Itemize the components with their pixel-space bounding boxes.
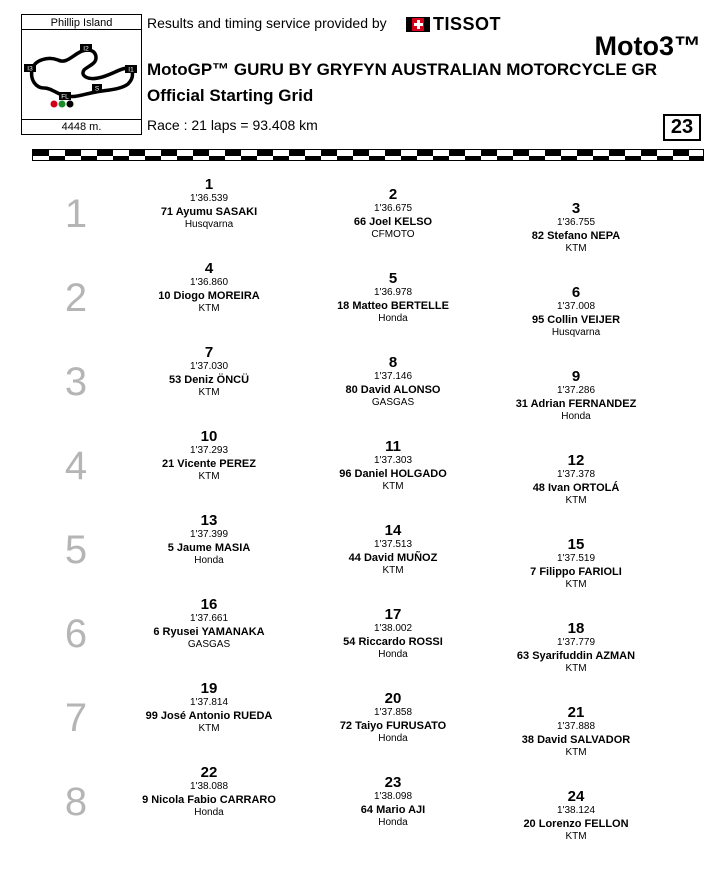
grid-slot	[308, 522, 478, 577]
grid-slot	[124, 176, 294, 231]
rider-name: 96 Daniel HOLGADO	[339, 468, 447, 480]
team-name: KTM	[198, 471, 220, 482]
lap-time: 1'36.860	[189, 277, 229, 288]
grid-position: 13	[200, 512, 218, 529]
lap-time: 1'37.293	[189, 445, 229, 456]
rider-name: 6 Ryusei YAMANAKA	[153, 626, 265, 638]
team-name: KTM	[565, 243, 587, 254]
rider-name: 63 Syarifuddin AZMAN	[516, 650, 636, 662]
lap-time: 1'37.030	[189, 361, 229, 372]
lap-time: 1'37.378	[556, 469, 596, 480]
grid-slot	[124, 260, 294, 315]
team-name: KTM	[565, 831, 587, 842]
grid-slot	[491, 368, 661, 423]
page-number: 23	[663, 114, 701, 141]
grid-position: 4	[204, 260, 214, 277]
team-name: KTM	[198, 723, 220, 734]
rider-name: 80 David ALONSO	[345, 384, 441, 396]
grid-slot	[491, 200, 661, 255]
grid-position: 21	[567, 704, 585, 721]
team-name: Husqvarna	[551, 327, 601, 338]
grid-position: 8	[388, 354, 398, 371]
lap-time: 1'37.399	[189, 529, 229, 540]
rider-name: 72 Taiyo FURUSATO	[339, 720, 447, 732]
team-name: KTM	[565, 663, 587, 674]
team-name: KTM	[382, 565, 404, 576]
grid-position: 17	[384, 606, 402, 623]
rider-name: 7 Filippo FARIOLI	[530, 566, 622, 578]
provider-text: Results and timing service provided by	[147, 15, 387, 31]
document-title: Official Starting Grid	[147, 86, 314, 105]
grid-slot	[308, 690, 478, 745]
rider-name: 5 Jaume MASIA	[167, 542, 251, 554]
grid-position: 12	[567, 452, 585, 469]
team-name: Honda	[194, 807, 224, 818]
grid-position: 5	[388, 270, 398, 287]
team-name: CFMOTO	[371, 229, 415, 240]
lap-time: 1'37.286	[556, 385, 596, 396]
lap-time: 1'37.146	[373, 371, 413, 382]
lap-time: 1'37.303	[373, 455, 413, 466]
rider-name: 53 Deniz ÖNCÜ	[168, 374, 250, 386]
grid-position: 14	[384, 522, 402, 539]
grid-row-number: 6	[64, 612, 88, 656]
grid-slot	[308, 438, 478, 493]
lap-time: 1'37.814	[189, 697, 229, 708]
swiss-cross-icon	[406, 17, 430, 32]
grid-position: 19	[200, 680, 218, 697]
grid-slot	[124, 680, 294, 735]
grid-position: 10	[200, 428, 218, 445]
grid-slot	[308, 270, 478, 325]
grid-slot	[491, 620, 661, 675]
checkered-divider	[32, 149, 704, 161]
category-title: Moto3™	[594, 31, 701, 61]
team-name: KTM	[565, 495, 587, 506]
team-name: Honda	[378, 649, 408, 660]
grid-position: 6	[571, 284, 581, 301]
grid-slot	[308, 354, 478, 409]
grid-slot	[124, 764, 294, 819]
rider-name: 66 Joel KELSO	[353, 216, 433, 228]
lap-time: 1'37.008	[556, 301, 596, 312]
grid-row-number: 7	[64, 696, 88, 740]
grid-slot	[124, 428, 294, 483]
grid-position: 22	[200, 764, 218, 781]
rider-name: 31 Adrian FERNANDEZ	[515, 398, 637, 410]
grid-slot	[124, 596, 294, 651]
lap-time: 1'38.088	[189, 781, 229, 792]
grid-position: 23	[384, 774, 402, 791]
grid-row-number: 2	[64, 276, 88, 320]
rider-name: 18 Matteo BERTELLE	[337, 300, 449, 312]
grid-position: 18	[567, 620, 585, 637]
grid-position: 3	[571, 200, 581, 217]
team-name: Honda	[378, 817, 408, 828]
svg-text:S: S	[94, 85, 100, 93]
team-name: GASGAS	[371, 397, 415, 408]
rider-name: 95 Collin VEIJER	[531, 314, 621, 326]
grid-row-number: 5	[64, 528, 88, 572]
lap-time: 1'36.755	[556, 217, 596, 228]
team-name: GASGAS	[187, 639, 231, 650]
grid-position: 2	[388, 186, 398, 203]
team-name: KTM	[198, 303, 220, 314]
lap-time: 1'36.675	[373, 203, 413, 214]
svg-text:I3: I3	[27, 65, 33, 73]
grid-slot	[491, 788, 661, 843]
grid-row-number: 8	[64, 780, 88, 824]
lap-time: 1'37.779	[556, 637, 596, 648]
svg-text:I2: I2	[83, 45, 89, 53]
svg-text:FL: FL	[61, 93, 69, 101]
rider-name: 44 David MUÑOZ	[348, 552, 438, 564]
team-name: Honda	[194, 555, 224, 566]
tissot-logo	[406, 14, 501, 34]
lap-time: 1'37.888	[556, 721, 596, 732]
grid-slot	[308, 606, 478, 661]
rider-name: 71 Ayumu SASAKI	[160, 206, 258, 218]
rider-name: 48 Ivan ORTOLÁ	[532, 482, 620, 494]
grid-position: 1	[204, 176, 214, 193]
svg-text:I1: I1	[128, 66, 134, 74]
lap-time: 1'37.858	[373, 707, 413, 718]
grid-slot	[308, 186, 478, 241]
grid-row-number: 3	[64, 360, 88, 404]
grid-position: 9	[571, 368, 581, 385]
lap-time: 1'36.978	[373, 287, 413, 298]
team-name: Honda	[378, 733, 408, 744]
grid-row-number: 4	[64, 444, 88, 488]
lap-time: 1'38.098	[373, 791, 413, 802]
circuit-map	[21, 30, 142, 119]
rider-name: 9 Nicola Fabio CARRARO	[142, 794, 276, 806]
track-map-icon	[22, 30, 141, 119]
team-name: KTM	[198, 387, 220, 398]
lap-time: 1'38.124	[556, 805, 596, 816]
grid-slot	[124, 512, 294, 567]
lap-time: 1'38.002	[373, 623, 413, 634]
rider-name: 64 Mario AJI	[360, 804, 426, 816]
team-name: KTM	[565, 747, 587, 758]
grid-slot	[491, 704, 661, 759]
grid-position: 7	[204, 344, 214, 361]
event-title: MotoGP™ GURU BY GRYFYN AUSTRALIAN MOTORCYCLE GR	[147, 60, 657, 79]
rider-name: 38 David SALVADOR	[521, 734, 631, 746]
rider-name: 99 José Antonio RUEDA	[145, 710, 273, 722]
rider-name: 82 Stefano NEPA	[531, 230, 621, 242]
lap-time: 1'36.539	[189, 193, 229, 204]
rider-name: 20 Lorenzo FELLON	[523, 818, 629, 830]
grid-slot	[491, 284, 661, 339]
rider-name: 54 Riccardo ROSSI	[343, 636, 443, 648]
team-name: Honda	[561, 411, 591, 422]
grid-position: 24	[567, 788, 585, 805]
team-name: KTM	[565, 579, 587, 590]
team-name: Husqvarna	[184, 219, 234, 230]
lap-time: 1'37.519	[556, 553, 596, 564]
grid-slot	[308, 774, 478, 829]
grid-row-number: 1	[64, 192, 88, 236]
race-info: Race : 21 laps = 93.408 km	[147, 117, 318, 133]
circuit-length: 4448 m.	[21, 119, 142, 135]
rider-name: 10 Diogo MOREIRA	[158, 290, 260, 302]
grid-slot	[491, 452, 661, 507]
grid-slot	[491, 536, 661, 591]
grid-slot	[124, 344, 294, 399]
grid-position: 20	[384, 690, 402, 707]
logo-text: TISSOT	[433, 13, 502, 34]
team-name: Honda	[378, 313, 408, 324]
grid-position: 11	[385, 438, 401, 455]
rider-name: 21 Vicente PEREZ	[162, 458, 256, 470]
grid-position: 15	[567, 536, 585, 553]
lap-time: 1'37.661	[189, 613, 229, 624]
circuit-name: Phillip Island	[21, 14, 142, 30]
lap-time: 1'37.513	[373, 539, 413, 550]
grid-position: 16	[200, 596, 218, 613]
team-name: KTM	[382, 481, 404, 492]
